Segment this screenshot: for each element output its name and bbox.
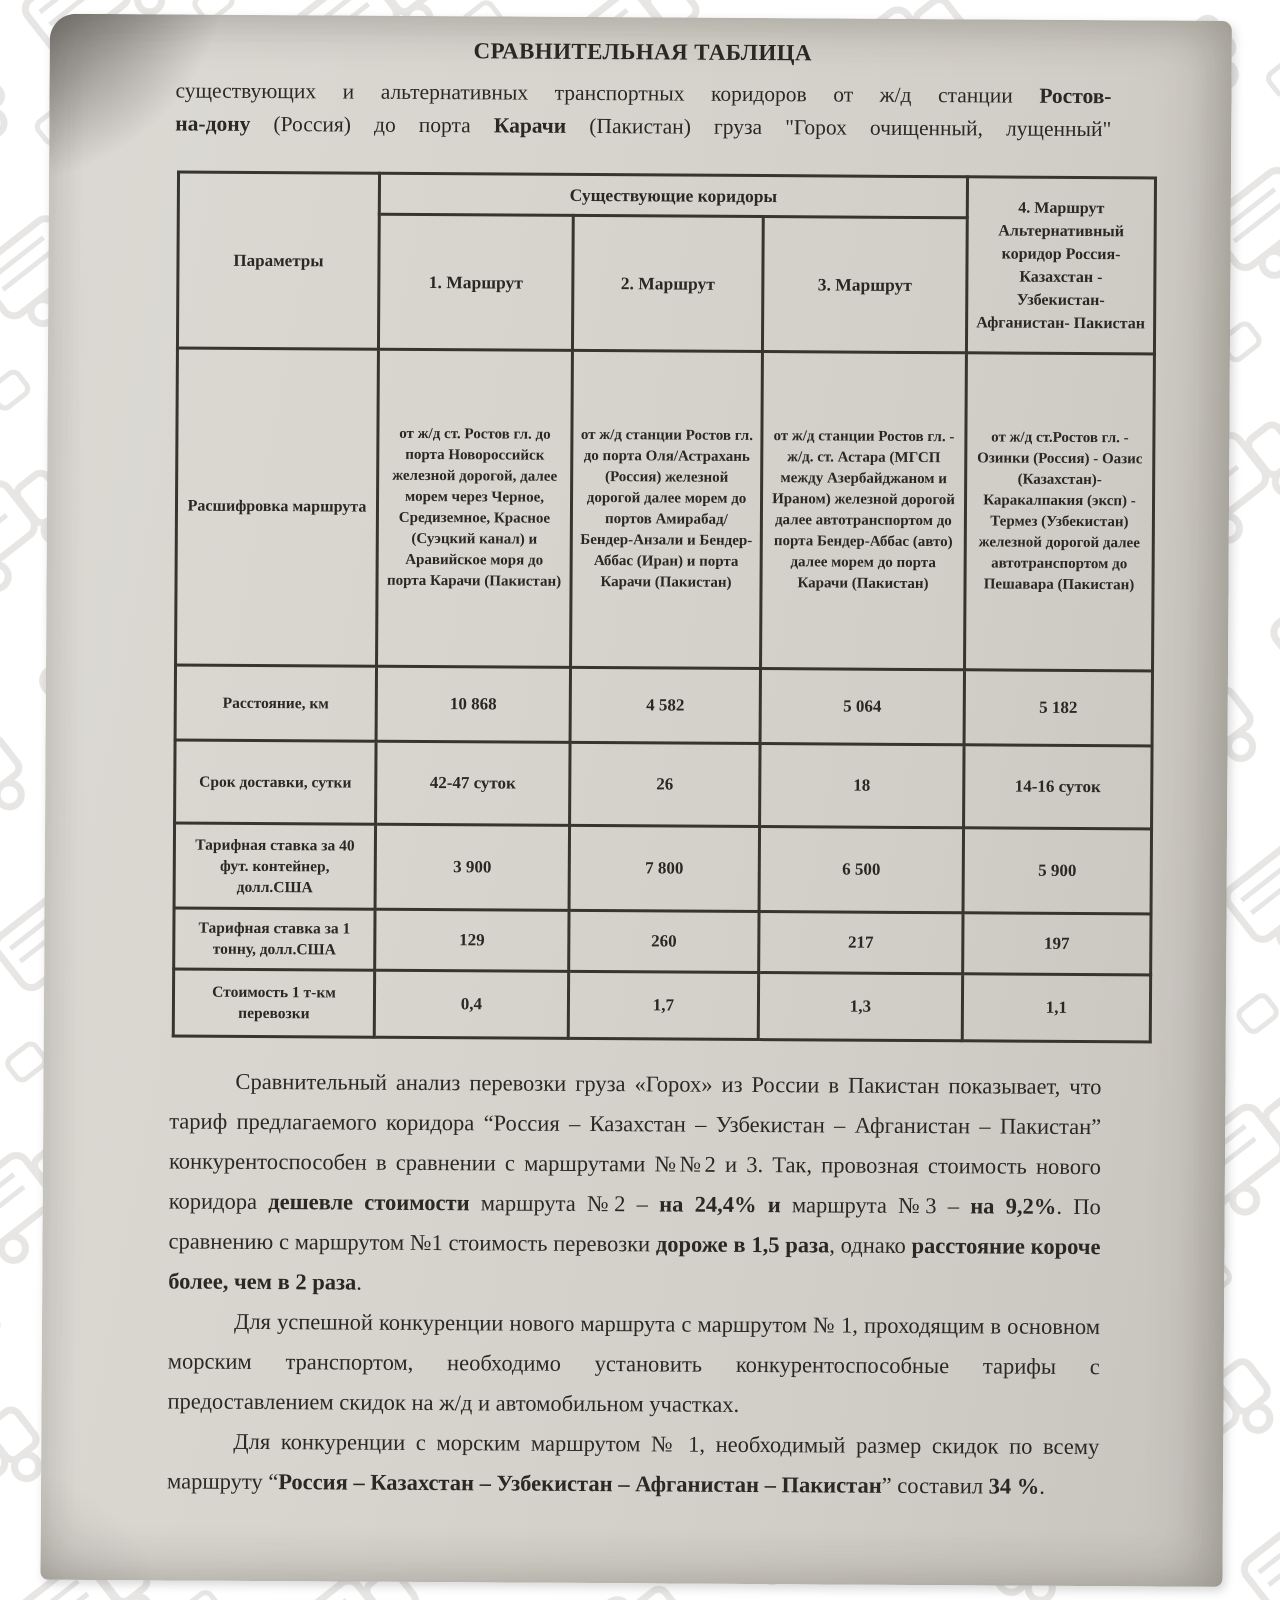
route3-header-cell: 3. Маршрут: [762, 217, 967, 353]
route4-description-cell: от ж/д ст.Ростов гл. - Озинки (Россия) - Оазис (Казахстан)- Каракалпакия (эксп) - Термез (Узбекистан) железной дорогой далее автотранспортом до Пешавара (Пакистан): [965, 353, 1155, 671]
row-label-delivery-time: Срок доставки, сутки: [175, 740, 377, 824]
rate-ton-route4: 197: [963, 913, 1151, 975]
delivery-time-route4: 14-16 суток: [964, 745, 1153, 829]
route2-header-cell: 2. Маршрут: [572, 215, 763, 351]
table-row: [175, 740, 1152, 829]
route2-description-cell: от ж/д станции Ростов гл. до порта Оля/Астрахань (Россия) железной дорогой далее морем до портов Амирабад/Бендер-Анзали и Бендер-Аббас (Иран) и порта Карачи (Пакистан): [571, 350, 763, 668]
rate40-route3: 6 500: [759, 827, 964, 913]
rate-ton-route3: 217: [759, 912, 963, 974]
rate-ton-route2: 260: [569, 910, 759, 972]
delivery-time-route2: 26: [570, 742, 761, 826]
route3-description-cell: от ж/д станции Ростов гл. - ж/д. ст. Астара (МГСП между Азербайджаном и Ираном) железной дорогой далее автотранспортом до порта Бендер-Аббас (авто) далее морем до порта Карачи (Пакистан): [761, 352, 967, 670]
distance-route4: 5 182: [964, 670, 1152, 746]
route1-description-cell: от ж/д ст. Ростов гл. до порта Новороссийск железной дорогой, далее морем через Черное, Средиземное, Красное (Суэцкий канал) и Аравийское моря до порта Карачи (Пакистан): [377, 349, 573, 667]
distance-route1: 10 868: [376, 666, 570, 742]
rate40-route1: 3 900: [375, 824, 570, 910]
distance-route2: 4 582: [570, 667, 760, 743]
cost-tkm-route2: 1,7: [568, 971, 758, 1039]
table-row: [173, 969, 1150, 1042]
delivery-time-route3: 18: [760, 744, 965, 828]
page-title: СРАВНИТЕЛЬНАЯ ТАБЛИЦА: [473, 38, 813, 66]
paragraph-comparative-analysis: Сравнительный анализ перевозки груза «Горох» из России в Пакистан показывает, что тариф предлагаемого коридора “Россия – Казахстан – Узбекистан – Афганистан – Пакистан” конкурентоспособен в сравнении с маршрутами №№2 и 3. Так, провозная стоимость нового коридора дешевле стоимости маршрута №2 – на 24,4% и маршрута №3 – на 9,2%. По сравнению с маршрутом №1 стоимость перевозки дороже в 1,5 раза, однако расстояние короче более, чем в 2 раза.: [168, 1068, 1102, 1295]
comparison-table: [172, 170, 1157, 1043]
cost-tkm-route3: 1,3: [758, 973, 962, 1041]
corner-header-cell: Параметры: [177, 172, 379, 349]
distance-route3: 5 064: [760, 669, 964, 745]
document-photo: [40, 14, 1232, 1587]
route1-header-cell: 1. Маршрут: [378, 214, 573, 350]
cost-tkm-route1: 0,4: [374, 970, 568, 1038]
table-row: [176, 348, 1155, 671]
table-header-row-group: [178, 172, 1155, 219]
table-row: [174, 823, 1152, 914]
table-row: [174, 908, 1151, 975]
paragraph-discount-size: Для конкуренции с морским маршрутом № 1, необходимый размер скидок по всему маршруту “Россия – Казахстан – Узбекистан – Афганистан – Пакистан” составил 34 %.: [166, 1428, 1100, 1499]
delivery-time-route1: 42-47 суток: [376, 741, 571, 825]
group-header-cell: Существующие коридоры: [379, 173, 967, 218]
row-label-route-description: Расшифровка маршрута: [176, 348, 379, 666]
row-label-rate-40ft: Тарифная ставка за 40 фут. контейнер, долл.США: [174, 823, 376, 909]
paragraph-competition-requirements: Для успешной конкуренции нового маршрута с маршрутом № 1, проходящим в основном морским транспортом, необходимо установить конкурентоспособные тарифы с предоставлением скидок на ж/д и автомобильном участках.: [167, 1308, 1101, 1417]
row-label-distance: Расстояние, км: [175, 665, 376, 741]
document-content: [167, 32, 1162, 1507]
table-row: [175, 665, 1152, 746]
rate-ton-route1: 129: [375, 909, 569, 971]
rate40-route2: 7 800: [569, 825, 760, 911]
body-text: [167, 1061, 1102, 1507]
cost-tkm-route4: 1,1: [962, 974, 1150, 1042]
rate40-route4: 5 900: [963, 828, 1152, 914]
row-label-rate-per-ton: Тарифная ставка за 1 тонну, долл.США: [174, 908, 375, 970]
alt-route-header-cell: 4. Маршрут Альтернативный коридор Россия-Казахстан - Узбекистан- Афганистан- Пакистан: [966, 177, 1155, 354]
row-label-cost-per-tkm: Стоимость 1 т-км перевозки: [173, 969, 374, 1037]
document-subtitle: существующих и альтернативных транспортных коридоров от ж/д станции Ростов- на-дону (Россия) до порта Карачи (Пакистан) груза "Горох очищенный, лущенный": [175, 78, 1112, 142]
